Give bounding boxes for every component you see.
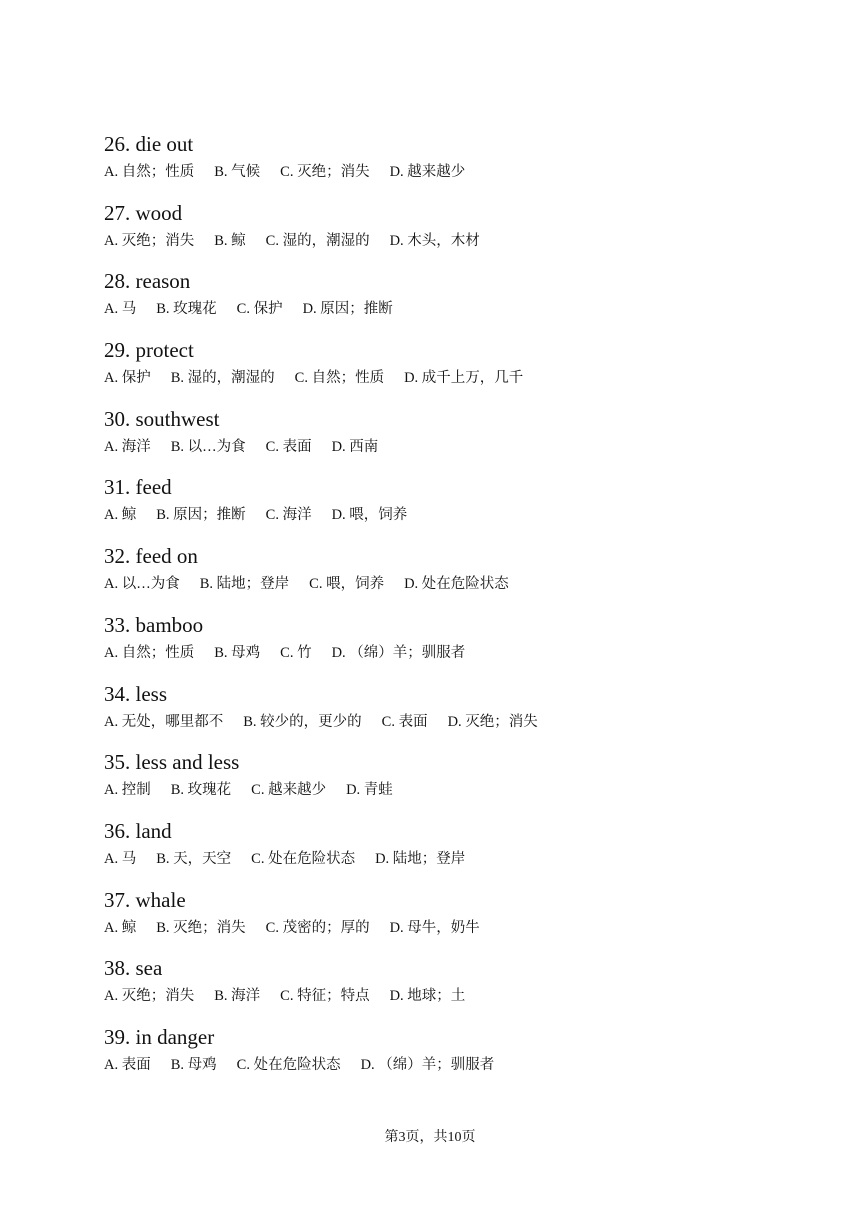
question-options (104, 161, 804, 183)
answer-option: D. （绵）羊；驯服者 (360, 1056, 495, 1073)
answer-option: D. 喂，饲养 (331, 507, 408, 524)
answer-option: A. 保护 (104, 370, 151, 387)
answer-option: D. 灭绝；消失 (447, 713, 538, 730)
answer-option: B. 灭绝；消失 (156, 919, 246, 936)
question-title: 27. wood (104, 200, 183, 225)
answer-option: A. 马 (104, 850, 137, 867)
question-options (104, 985, 804, 1007)
answer-option: C. 特征；特点 (280, 988, 370, 1005)
question-item (104, 1023, 804, 1092)
answer-option: D. 青蛙 (346, 782, 393, 799)
question-item (104, 405, 804, 474)
question-title: 37. whale (104, 887, 186, 912)
question-title: 39. in danger (104, 1024, 215, 1049)
question-item (104, 886, 804, 955)
answer-option: D. 处在危险状态 (404, 576, 509, 593)
question-title: 29. protect (104, 338, 194, 363)
question-title: 36. land (104, 818, 172, 843)
answer-option: B. 原因；推断 (156, 507, 246, 524)
answer-option: A. 灭绝；消失 (104, 232, 195, 249)
page-footer: 第3页，共10页 (384, 1130, 476, 1145)
question-title: 35. less and less (104, 750, 240, 775)
question-options (104, 367, 804, 389)
answer-option: C. 茂密的；厚的 (265, 919, 370, 936)
question-title: 31. feed (104, 475, 172, 500)
answer-option: A. 无处，哪里都不 (104, 713, 224, 730)
question-item (104, 611, 804, 680)
question-title: 32. feed on (104, 544, 198, 569)
question-options (104, 711, 804, 733)
question-title: 38. sea (104, 956, 163, 981)
answer-option: A. 鲸 (104, 919, 137, 936)
answer-option: D. 越来越少 (389, 164, 466, 180)
answer-option: C. 表面 (265, 438, 312, 455)
answer-option: C. 海洋 (265, 507, 312, 524)
question-title: 30. southwest (104, 406, 220, 431)
answer-option: B. 陆地；登岸 (199, 576, 290, 593)
answer-option: D. 成千上万，几千 (404, 370, 524, 387)
answer-option: C. 喂，饲养 (309, 576, 385, 593)
question-item (104, 336, 804, 405)
answer-option: C. 越来越少 (251, 782, 327, 799)
answer-option: D. 地球；土 (389, 988, 466, 1005)
answer-option: A. 自然；性质 (104, 164, 195, 180)
answer-option: C. 保护 (236, 301, 283, 318)
question-title: 28. reason (104, 269, 191, 294)
answer-option: B. 玫瑰花 (170, 782, 232, 799)
answer-option: C. 表面 (381, 713, 428, 730)
question-options (104, 504, 804, 526)
answer-option: A. 自然；性质 (104, 644, 195, 661)
answer-option: B. 母鸡 (170, 1056, 217, 1073)
answer-option: A. 鲸 (104, 507, 137, 524)
question-item (104, 473, 804, 542)
answer-option: C. 自然；性质 (294, 370, 385, 387)
answer-option: D. （绵）羊；驯服者 (331, 644, 466, 661)
answer-option: A. 马 (104, 301, 137, 318)
answer-option: B. 湿的，潮湿的 (170, 370, 275, 387)
answer-option: D. 母牛，奶牛 (389, 919, 480, 936)
answer-option: A. 以…为食 (104, 576, 180, 593)
question-title: 33. bamboo (104, 612, 204, 637)
question-options (104, 230, 804, 252)
question-title: 34. less (104, 681, 167, 706)
question-options (104, 779, 804, 801)
answer-option: A. 表面 (104, 1056, 151, 1073)
answer-option: B. 母鸡 (214, 644, 261, 661)
question-item (104, 130, 804, 199)
answer-option: D. 原因；推断 (302, 301, 393, 318)
question-item (104, 680, 804, 749)
answer-option: A. 海洋 (104, 438, 151, 455)
question-list (104, 130, 804, 1092)
answer-option: B. 气候 (214, 164, 261, 180)
question-item (104, 267, 804, 336)
answer-option: D. 木头，木材 (389, 232, 480, 249)
answer-option: D. 西南 (331, 438, 379, 455)
answer-option: B. 较少的，更少的 (243, 713, 362, 730)
question-item (104, 954, 804, 1023)
question-options (104, 298, 804, 320)
answer-option: B. 天，天空 (156, 850, 232, 867)
answer-option: C. 处在危险状态 (251, 850, 356, 867)
answer-option: C. 湿的，潮湿的 (265, 232, 370, 249)
question-options (104, 848, 804, 870)
question-options (104, 917, 804, 939)
answer-option: B. 海洋 (214, 988, 261, 1005)
question-options (104, 642, 804, 664)
answer-option: B. 鲸 (214, 232, 246, 249)
answer-option: C. 灭绝；消失 (280, 164, 370, 180)
question-title: 26. die out (104, 132, 194, 156)
answer-option: B. 以…为食 (170, 438, 246, 455)
question-options (104, 573, 804, 595)
question-options (104, 436, 804, 458)
question-item (104, 199, 804, 268)
answer-option: D. 陆地；登岸 (375, 850, 466, 867)
question-item (104, 748, 804, 817)
answer-option: A. 灭绝；消失 (104, 988, 195, 1005)
answer-option: C. 处在危险状态 (236, 1056, 341, 1073)
question-item (104, 817, 804, 886)
answer-option: C. 竹 (280, 644, 312, 661)
answer-option: A. 控制 (104, 782, 151, 799)
question-options (104, 1054, 804, 1076)
question-item (104, 542, 804, 611)
answer-option: B. 玫瑰花 (156, 301, 217, 318)
